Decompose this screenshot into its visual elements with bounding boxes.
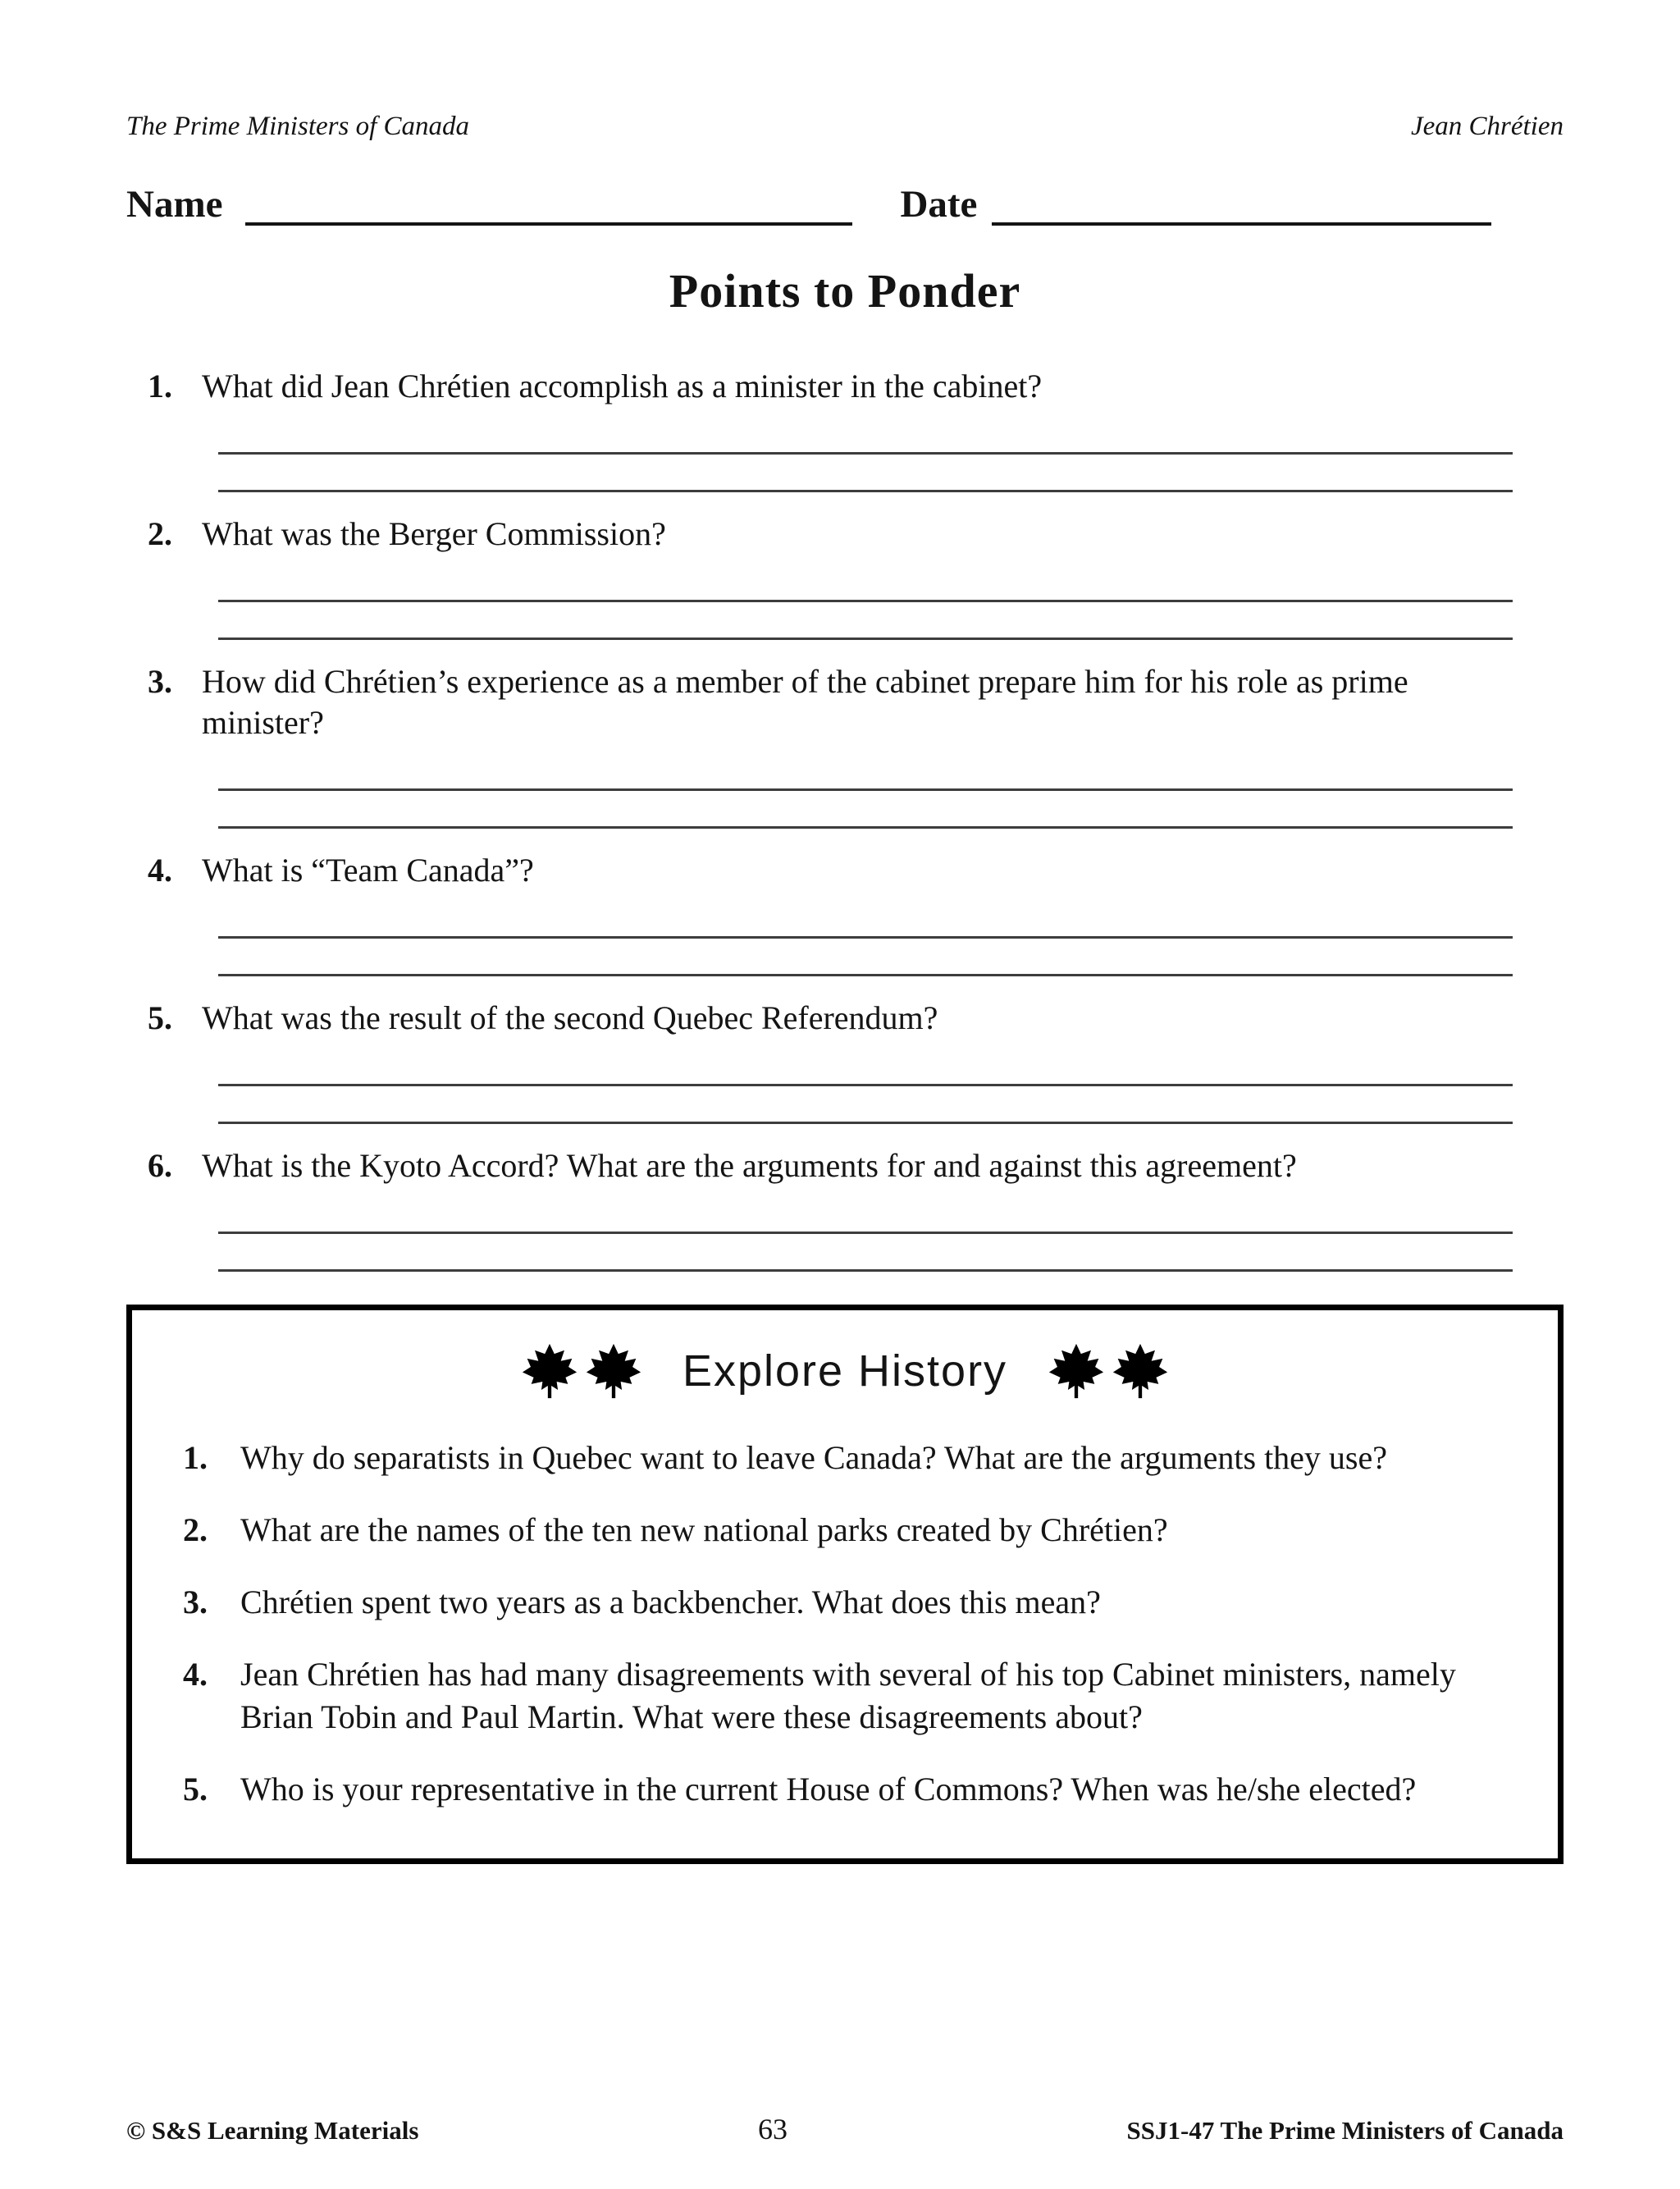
maple-leaf-icon: [584, 1341, 643, 1401]
answer-lines: [218, 753, 1513, 829]
question-number: 6.: [148, 1146, 172, 1184]
answer-line: [218, 791, 1513, 829]
answer-line: [218, 939, 1513, 976]
question-text: Who is your representative in the current House of Commons? When was he/she elected?: [240, 1770, 1417, 1807]
question-row: [148, 1145, 1564, 1186]
explore-question: [183, 1768, 1558, 1811]
explore-question: [183, 1581, 1558, 1624]
date-label: Date: [900, 183, 978, 226]
question-number: 1.: [148, 367, 172, 404]
question-block: [126, 998, 1564, 1124]
answer-line: [218, 417, 1513, 455]
explore-history-box: [126, 1305, 1564, 1864]
maple-leaf-icon: [1047, 1341, 1106, 1401]
question-number: 2.: [148, 514, 172, 552]
answer-lines: [218, 1049, 1513, 1124]
question-block: [126, 850, 1564, 976]
page-number: 63: [757, 2113, 788, 2146]
question-text: What are the names of the ten new national parks created by Chrétien?: [240, 1510, 1168, 1548]
answer-line: [218, 455, 1513, 492]
answer-lines: [218, 901, 1513, 976]
answer-line: [218, 1196, 1513, 1234]
question-number: 5.: [148, 999, 172, 1036]
question-text: What is “Team Canada”?: [202, 851, 534, 889]
questions-section: [126, 366, 1564, 1272]
question-number: 4.: [183, 1655, 208, 1693]
question-text: How did Chrétien’s experience as a member of the cabinet prepare him for his role as prime minister?: [202, 662, 1408, 741]
answer-lines: [218, 417, 1513, 492]
answer-line: [218, 901, 1513, 939]
question-row: [148, 661, 1564, 743]
date-blank-line: [992, 183, 1491, 226]
answer-line: [218, 1086, 1513, 1124]
question-text: What was the Berger Commission?: [202, 514, 666, 552]
footer-product-code: SSJ1-47 The Prime Ministers of Canada: [1126, 2116, 1564, 2145]
question-number: 3.: [148, 662, 172, 700]
question-text: Jean Chrétien has had many disagreements with several of his top Cabinet ministers, namely Brian Tobin and Paul Martin. What were these disagreements about?: [240, 1655, 1456, 1735]
answer-line: [218, 602, 1513, 640]
explore-history-title: Explore History: [682, 1346, 1008, 1396]
question-number: 5.: [183, 1770, 208, 1807]
footer-publisher: © S&S Learning Materials: [126, 2116, 419, 2145]
question-text: What was the result of the second Quebec Referendum?: [202, 999, 938, 1036]
question-row: [148, 998, 1564, 1039]
leaf-pair-left: [520, 1341, 643, 1401]
question-number: 4.: [148, 851, 172, 889]
question-row: [148, 850, 1564, 891]
page-title: Points to Ponder: [669, 263, 1021, 318]
document-header: [126, 111, 1564, 144]
question-text: What did Jean Chrétien accomplish as a minister in the cabinet?: [202, 367, 1043, 404]
question-block: [126, 366, 1564, 492]
answer-line: [218, 1234, 1513, 1272]
header-subject-name: Jean Chrétien: [1410, 112, 1564, 141]
question-row: [148, 366, 1564, 407]
question-number: 1.: [183, 1438, 208, 1476]
question-block: [126, 514, 1564, 640]
name-blank-line: [245, 183, 852, 226]
answer-line: [218, 753, 1513, 791]
question-number: 3.: [183, 1583, 208, 1620]
question-row: [148, 514, 1564, 555]
question-number: 2.: [183, 1510, 208, 1548]
question-text: What is the Kyoto Accord? What are the arguments for and against this agreement?: [202, 1146, 1297, 1184]
question-block: [126, 661, 1564, 829]
explore-question: [183, 1509, 1558, 1551]
answer-lines: [218, 1196, 1513, 1272]
name-label: Name: [126, 183, 223, 226]
question-block: [126, 1145, 1564, 1272]
header-series-title: The Prime Ministers of Canada: [126, 112, 469, 141]
question-text: Why do separatists in Quebec want to leave Canada? What are the arguments they use?: [240, 1438, 1388, 1476]
explore-question: [183, 1437, 1558, 1479]
answer-line: [218, 1049, 1513, 1086]
explore-question: [183, 1653, 1558, 1739]
document-footer: [126, 2112, 1564, 2146]
name-date-row: [126, 171, 1564, 226]
answer-lines: [218, 564, 1513, 640]
question-text: Chrétien spent two years as a backbencher. What does this mean?: [240, 1583, 1101, 1620]
leaf-pair-right: [1047, 1341, 1170, 1401]
explore-title-row: [132, 1341, 1558, 1401]
maple-leaf-icon: [520, 1341, 579, 1401]
answer-line: [218, 564, 1513, 602]
maple-leaf-icon: [1111, 1341, 1170, 1401]
